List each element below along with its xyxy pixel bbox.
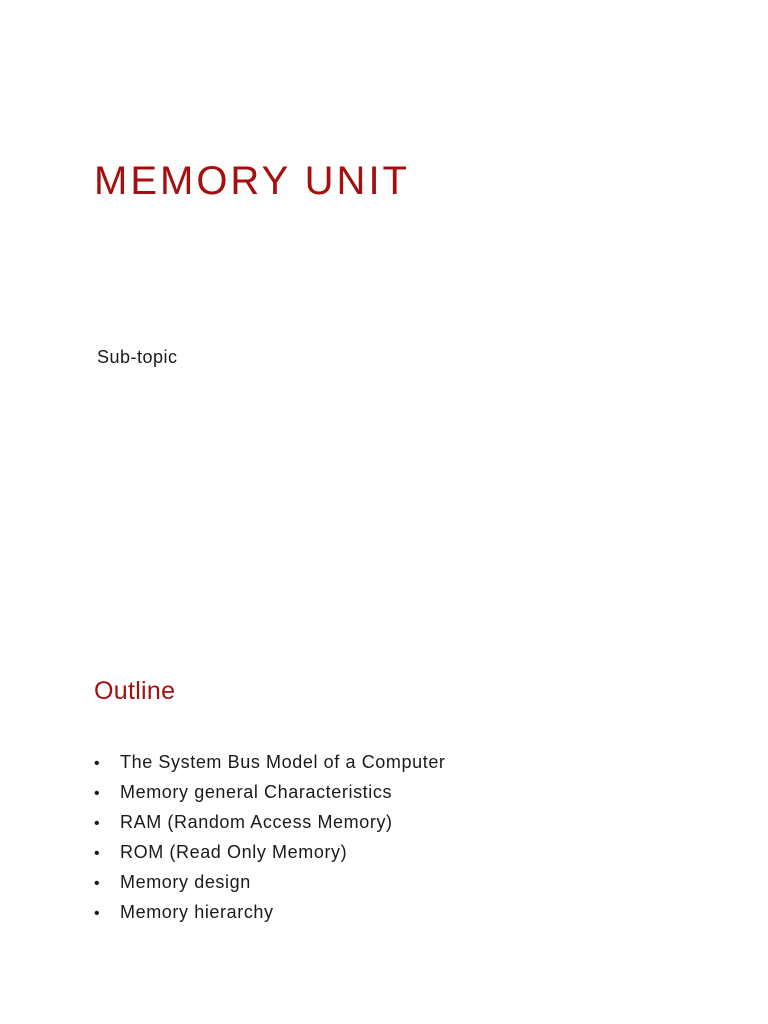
list-item [94, 898, 446, 928]
bullet-icon: • [94, 755, 101, 772]
bullet-icon: • [94, 785, 101, 802]
outline-slide [0, 512, 768, 1024]
outline-list [94, 748, 446, 928]
list-item [94, 808, 446, 838]
list-item-text: RAM (Random Access Memory) [120, 812, 393, 832]
outline-heading: Outline [94, 677, 176, 705]
list-item [94, 748, 446, 778]
slide-subtitle: Sub-topic [97, 347, 178, 367]
list-item-text: Memory design [120, 872, 251, 892]
list-item [94, 838, 446, 868]
list-item [94, 778, 446, 808]
list-item-text: Memory hierarchy [120, 902, 274, 922]
list-item-text: The System Bus Model of a Computer [120, 752, 446, 772]
bullet-icon: • [94, 905, 101, 922]
list-item [94, 868, 446, 898]
bullet-icon: • [94, 815, 101, 832]
slide-title: MEMORY UNIT [94, 159, 410, 203]
list-item-text: Memory general Characteristics [120, 782, 393, 802]
bullet-icon: • [94, 845, 101, 862]
list-item-text: ROM (Read Only Memory) [120, 842, 348, 862]
bullet-icon: • [94, 875, 101, 892]
